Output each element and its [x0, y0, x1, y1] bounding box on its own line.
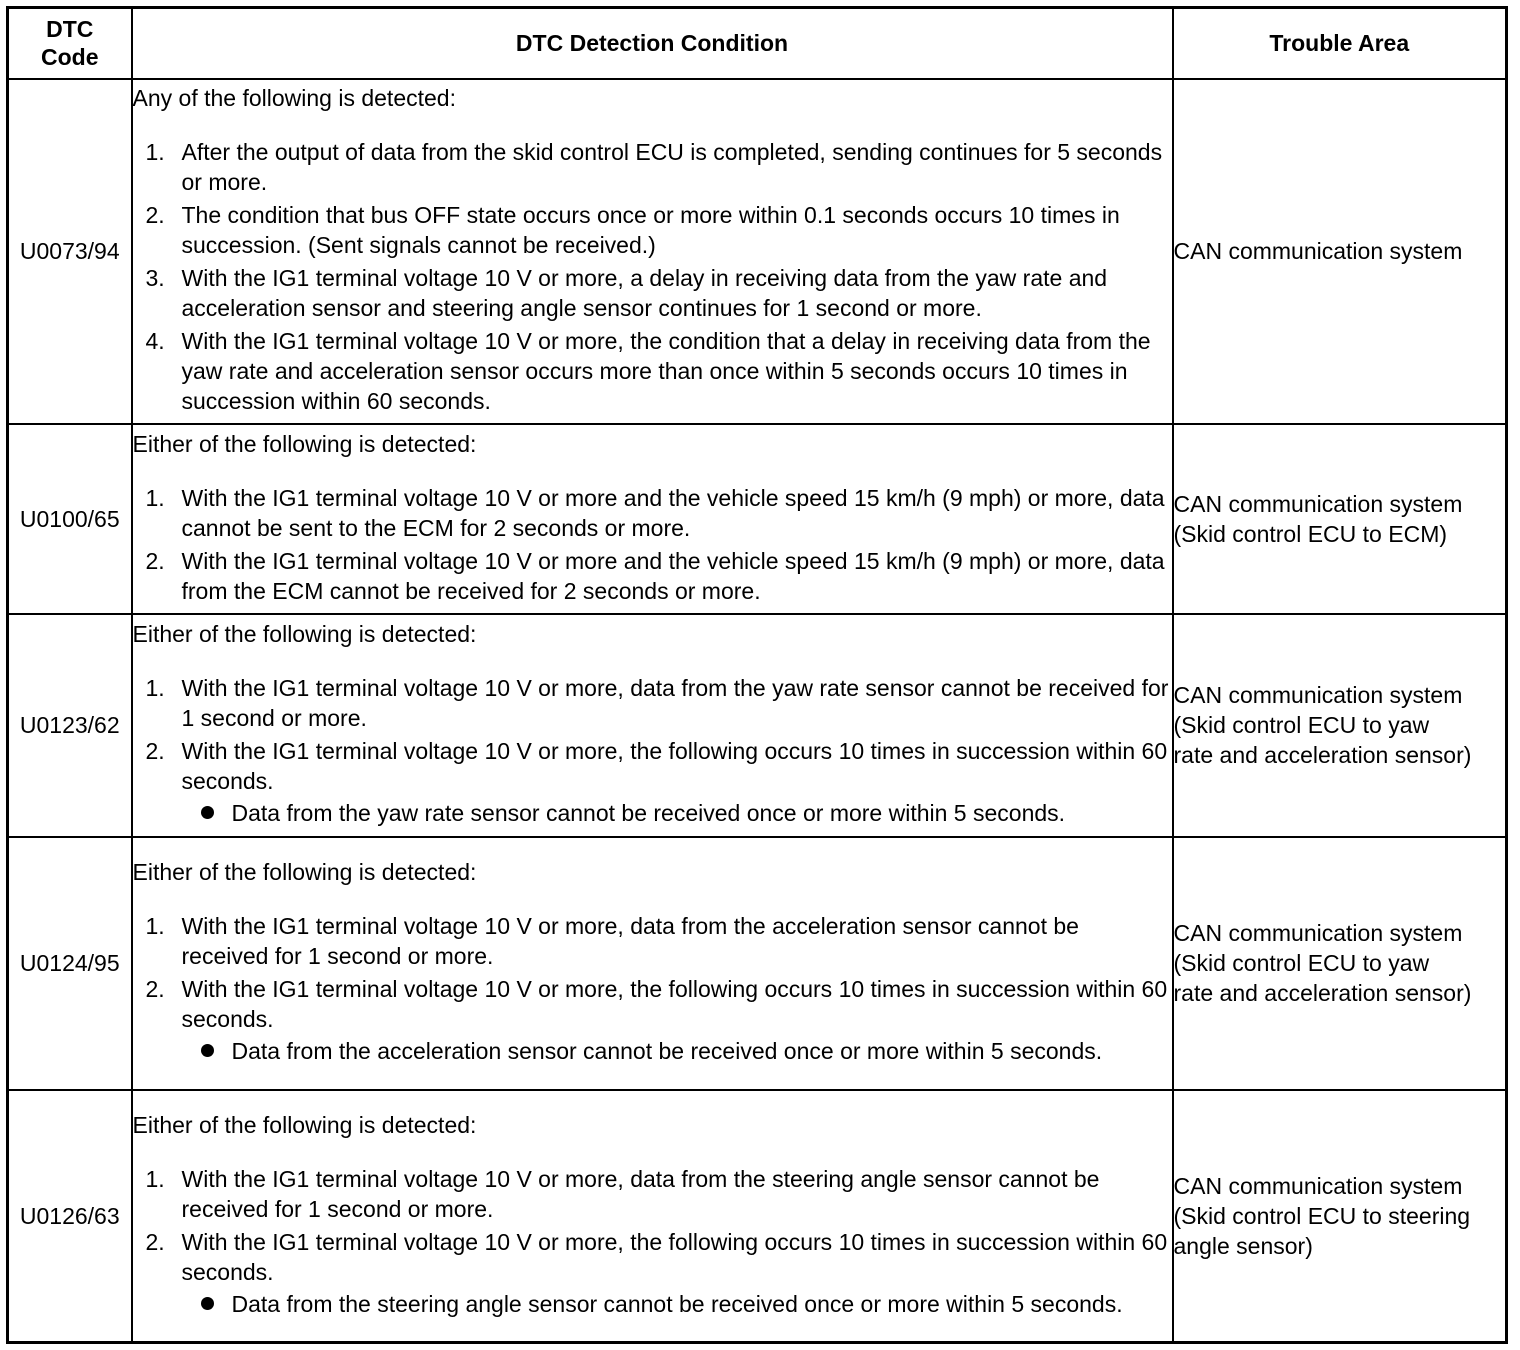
- dtc-code-cell: U0124/95: [8, 837, 132, 1090]
- trouble-area-line: CAN communication system: [1173, 682, 1463, 708]
- detection-condition-cell: [132, 837, 1173, 1090]
- detection-condition-cell: [132, 614, 1173, 837]
- condition-intro: Either of the following is detected:: [132, 1111, 477, 1138]
- condition-item-number: 2.: [145, 1228, 165, 1255]
- detection-condition-cell: [132, 1090, 1173, 1343]
- condition-item-number: 2.: [145, 976, 165, 1002]
- dtc-code-cell: U0123/62: [8, 614, 132, 837]
- condition-item: [133, 326, 1172, 416]
- condition-item-text: With the IG1 terminal voltage 10 V or more, the following occurs 10 times in succession within 60 seconds.: [181, 976, 1168, 1032]
- dtc-code-cell: U0100/65: [8, 424, 132, 614]
- header-dtc-code: [8, 8, 132, 79]
- condition-item-text: With the IG1 terminal voltage 10 V or more, data from the yaw rate sensor cannot be received for 1 second or more.: [181, 675, 1169, 731]
- table-row: [8, 79, 1507, 424]
- trouble-area-line: (Skid control ECU to yaw: [1173, 712, 1430, 738]
- condition-list: [133, 911, 1172, 1066]
- dtc-table: [6, 6, 1508, 1344]
- sub-condition-item: [182, 798, 1172, 828]
- condition-item-number: 2.: [145, 202, 165, 228]
- header-detection-condition: DTC Detection Condition: [132, 8, 1173, 79]
- bullet-dot-icon: [201, 1297, 214, 1310]
- condition-item-text: After the output of data from the skid control ECU is completed, sending continues for 5 seconds or more.: [181, 139, 1163, 195]
- header-row: [8, 8, 1507, 79]
- trouble-area-line: (Skid control ECU to ECM): [1173, 520, 1448, 547]
- sub-condition-list: [182, 1036, 1172, 1066]
- sub-condition-text: Data from the yaw rate sensor cannot be received once or more within 5 seconds.: [231, 800, 1066, 826]
- condition-item: [133, 263, 1172, 323]
- table-row: [8, 424, 1507, 614]
- condition-item: [133, 483, 1172, 543]
- header-code-line2: Code: [41, 44, 99, 71]
- condition-item: [133, 736, 1172, 828]
- condition-item-text: The condition that bus OFF state occurs once or more within 0.1 seconds occurs 10 times in succession. (Sent signals cannot be received.): [181, 202, 1120, 258]
- trouble-area-cell: [1173, 837, 1507, 1090]
- sub-condition-list: [182, 1289, 1172, 1319]
- condition-intro: Either of the following is detected:: [132, 859, 477, 885]
- trouble-area-cell: [1173, 424, 1507, 614]
- condition-item-text: With the IG1 terminal voltage 10 V or more, data from the steering angle sensor cannot be received for 1 second or more.: [181, 1165, 1100, 1222]
- dtc-code-cell: U0073/94: [8, 79, 132, 424]
- condition-item-text: With the IG1 terminal voltage 10 V or more, the following occurs 10 times in succession within 60 seconds.: [181, 1228, 1168, 1285]
- condition-intro: Any of the following is detected:: [132, 85, 456, 111]
- condition-item: [133, 911, 1172, 971]
- bullet-dot-icon: [201, 1044, 214, 1057]
- detection-condition-cell: [132, 79, 1173, 424]
- trouble-area-cell: [1173, 614, 1507, 837]
- trouble-area-line: CAN communication system: [1173, 920, 1463, 946]
- sub-condition-text: Data from the acceleration sensor cannot be received once or more within 5 seconds.: [231, 1038, 1103, 1064]
- condition-item-number: 3.: [145, 265, 165, 291]
- trouble-area-line: angle sensor): [1173, 1232, 1313, 1259]
- trouble-area-line: (Skid control ECU to yaw: [1173, 950, 1430, 976]
- sub-condition-text: Data from the steering angle sensor cannot be received once or more within 5 seconds.: [231, 1290, 1123, 1317]
- trouble-area-line: (Skid control ECU to steering: [1173, 1202, 1471, 1229]
- condition-item-text: With the IG1 terminal voltage 10 V or more, a delay in receiving data from the yaw rate and acceleration sensor and steering angle sensor continues for 1 second or more.: [181, 265, 1108, 321]
- condition-item-number: 1.: [145, 913, 165, 939]
- condition-item-text: With the IG1 terminal voltage 10 V or more and the vehicle speed 15 km/h (9 mph) or more, data cannot be sent to the ECM for 2 seconds or more.: [181, 484, 1165, 541]
- condition-item-text: With the IG1 terminal voltage 10 V or more, the following occurs 10 times in succession within 60 seconds.: [181, 738, 1168, 794]
- condition-item-text: With the IG1 terminal voltage 10 V or more and the vehicle speed 15 km/h (9 mph) or more, data from the ECM cannot be received for 2 seconds or more.: [181, 547, 1165, 604]
- header-code-line1: DTC: [46, 16, 94, 43]
- condition-list: [133, 137, 1172, 416]
- condition-item-number: 4.: [145, 328, 165, 354]
- condition-list: [133, 673, 1172, 828]
- condition-item-number: 1.: [145, 675, 165, 701]
- table-row: [8, 1090, 1507, 1343]
- table-body: [8, 79, 1507, 1343]
- trouble-area-line: rate and acceleration sensor): [1173, 980, 1472, 1006]
- condition-intro: Either of the following is detected:: [132, 621, 477, 647]
- trouble-area-line: rate and acceleration sensor): [1173, 742, 1472, 768]
- condition-item: [133, 673, 1172, 733]
- condition-item-number: 2.: [145, 547, 165, 574]
- sub-condition-list: [182, 798, 1172, 828]
- condition-list: [133, 483, 1172, 606]
- dtc-code-cell: U0126/63: [8, 1090, 132, 1343]
- condition-list: [133, 1164, 1172, 1319]
- condition-item: [133, 1227, 1172, 1319]
- table-row: [8, 614, 1507, 837]
- detection-condition-cell: [132, 424, 1173, 614]
- condition-item-text: With the IG1 terminal voltage 10 V or more, the condition that a delay in receiving data from the yaw rate and acceleration sensor occurs more than once within 5 seconds occurs 10 times in succession within 60 seconds.: [181, 328, 1151, 414]
- trouble-area-line: CAN communication system: [1173, 1172, 1463, 1199]
- trouble-area-line: CAN communication system: [1173, 490, 1463, 517]
- trouble-area-line: CAN communication system: [1173, 238, 1463, 264]
- sub-condition-item: [182, 1289, 1172, 1319]
- sub-condition-item: [182, 1036, 1172, 1066]
- condition-item: [133, 974, 1172, 1066]
- bullet-dot-icon: [201, 806, 214, 819]
- condition-item-number: 1.: [145, 484, 165, 511]
- table-row: [8, 837, 1507, 1090]
- condition-item-text: With the IG1 terminal voltage 10 V or more, data from the acceleration sensor cannot be received for 1 second or more.: [181, 913, 1079, 969]
- condition-item: [133, 1164, 1172, 1224]
- condition-intro: Either of the following is detected:: [132, 430, 477, 457]
- trouble-area-cell: [1173, 1090, 1507, 1343]
- condition-item: [133, 200, 1172, 260]
- condition-item: [133, 137, 1172, 197]
- condition-item-number: 1.: [145, 1165, 165, 1192]
- condition-item-number: 2.: [145, 738, 165, 764]
- condition-item-number: 1.: [145, 139, 165, 165]
- trouble-area-cell: [1173, 79, 1507, 424]
- condition-item: [133, 546, 1172, 606]
- header-trouble-area: Trouble Area: [1173, 8, 1507, 79]
